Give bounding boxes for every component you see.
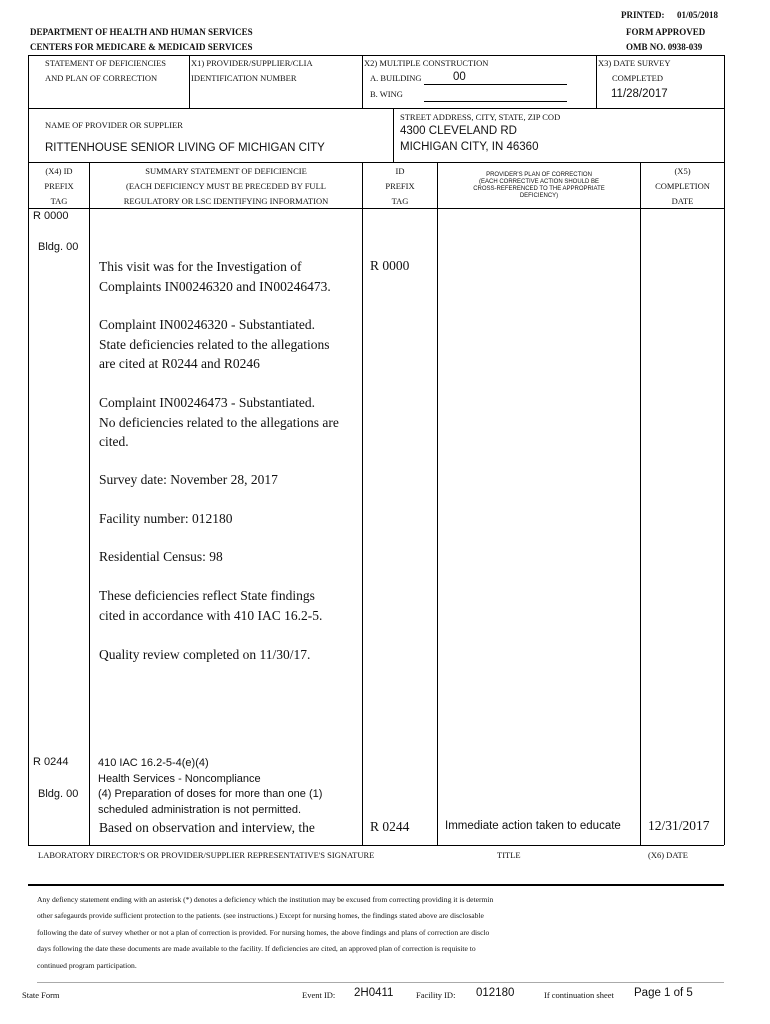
summary-label-2: (EACH DEFICIENCY MUST BE PRECEDED BY FULL [126,181,326,191]
x5-label: (X5) [674,166,691,176]
x2-label: X2) MULTIPLE CONSTRUCTION [364,58,489,68]
text-line: These deficiencies reflect State findings [99,588,315,603]
event-id-label: Event ID: [302,990,336,1000]
id-prefix-label: PREFIX [385,181,415,191]
disclaimer-line: following the date of survey whether or not a plan of correction is provided. For nursing homes, the above findings and plans of correction are disclo [37,927,490,937]
footer-divider [37,982,724,983]
text-line: scheduled administration is not permitted. [98,803,301,816]
statement-label-2: AND PLAN OF CORRECTION [45,73,158,83]
centers-title: CENTERS FOR MEDICARE & MEDICAID SERVICES [30,42,253,52]
text-line: Complaint IN00246320 - Substantiated. [99,317,315,332]
page-number: Page 1 of 5 [634,987,693,999]
text-line: Complaint IN00246473 - Substantiated. [99,395,315,410]
r0000-bldg: Bldg. 00 [38,241,79,253]
plan-label-1: PROVIDER'S PLAN OF CORRECTION [486,172,592,178]
statement-label-1: STATEMENT OF DEFICIENCIES [45,58,167,68]
facility-number-text: Facility number: 012180 [99,511,233,526]
director-signature-label: LABORATORY DIRECTOR'S OR PROVIDER/SUPPLIER REPRESENTATIVE'S SIGNATURE [38,850,375,860]
r0000-tag: R 0000 [33,210,69,222]
address-line-1: 4300 CLEVELAND RD [400,125,517,137]
r0244-bldg: Bldg. 00 [38,788,79,800]
completion-date-label: DATE [671,196,694,206]
r0244-regulation [98,756,322,818]
disclaimer-line: days following the date these documents are made available to the facility. If deficiencies are cited, an approved plan of correction is requisite to [37,944,476,954]
disclaimer-line: Any defiency statement ending with an asterisk (*) denotes a deficiency which the institution may be excused from correcting providing it is determin [37,895,494,904]
census-text: Residential Census: 98 [99,549,223,564]
building-value: 00 [453,71,466,83]
title-label: TITLE [497,850,521,860]
facility-id-value: 012180 [476,987,515,999]
r0244-plan-text: Immediate action taken to educate [445,820,621,832]
r0244-id-prefix: R 0244 [370,819,410,834]
disclaimer-line: other safegaurds provide sufficient protection to the patients. (see instructions.) Except for nursing homes, the findings stated above are disclosable [37,911,484,921]
text-line: This visit was for the Investigation of [99,259,302,274]
x4-prefix-label: PREFIX [44,181,74,191]
investigation-paragraph [99,257,331,296]
text-line: cited in accordance with 410 IAC 16.2-5. [99,607,323,623]
plan-label-3: CROSS-REFERENCED TO THE APPROPRIATE [473,186,605,192]
r0244-completion-date: 12/31/2017 [648,818,710,833]
provider-name-label: NAME OF PROVIDER OR SUPPLIER [45,120,183,130]
r0244-finding-text: Based on observation and interview, the [99,820,315,835]
plan-of-correction-header [438,172,640,200]
printed-label: PRINTED: [621,10,665,20]
x1-label-2: IDENTIFICATION NUMBER [191,73,297,83]
wing-underline [424,101,567,102]
text-line: State deficiencies related to the allegations [99,336,330,352]
complaint-1-paragraph [99,315,330,374]
provider-name: RITTENHOUSE SENIOR LIVING OF MICHIGAN CITY [45,142,325,154]
printed-date: 01/05/2018 [677,10,719,20]
completed-label: COMPLETED [612,73,663,83]
text-line: Health Services - Noncompliance [98,772,261,785]
state-form-label: State Form [22,990,60,1000]
plan-label-4: DEFICIENCY) [519,193,559,199]
id-label: ID [395,166,405,176]
summary-label-1: SUMMARY STATEMENT OF DEFICIENCIE [145,166,307,176]
completion-label: COMPLETION [655,181,710,191]
survey-completed-date: 11/28/2017 [611,88,668,100]
text-line: Complaints IN00246320 and IN00246473. [99,278,331,294]
building-underline [424,84,567,85]
text-line: are cited at R0244 and R0246 [99,356,260,371]
r0244-tag: R 0244 [33,756,69,768]
survey-date-text: Survey date: November 28, 2017 [99,472,278,487]
text-line: 410 IAC 16.2-5-4(e)(4) [98,757,209,769]
text-line: (4) Preparation of doses for more than one (1) [98,788,323,800]
address-line-2: MICHIGAN CITY, IN 46360 [400,141,539,153]
continuation-label: If continuation sheet [544,990,614,1000]
form-approved: FORM APPROVED [626,27,706,37]
r0000-id-prefix: R 0000 [370,258,410,273]
x1-label-1: X1) PROVIDER/SUPPLIER/CLIA [191,58,313,68]
department-title: DEPARTMENT OF HEALTH AND HUMAN SERVICES [30,27,253,37]
facility-id-label: Facility ID: [416,990,456,1000]
disclaimer-divider [28,884,724,886]
id-tag-label: TAG [391,196,409,206]
building-label: A. BUILDING [370,73,422,83]
disclaimer-block [37,892,727,974]
x4-id-label: (X4) ID [45,166,73,176]
x4-tag-label: TAG [50,196,68,206]
text-line: cited. [99,434,129,449]
event-id-value: 2H0411 [354,987,394,999]
wing-label: B. WING [370,89,403,99]
omb-number: OMB NO. 0938-039 [626,42,703,52]
complaint-2-paragraph [99,393,339,452]
state-findings-paragraph [99,586,322,625]
disclaimer-line: continued program participation. [37,960,137,970]
summary-label-3: REGULATORY OR LSC IDENTIFYING INFORMATION [123,196,329,206]
x3-label: X3) DATE SURVEY [598,58,671,68]
x6-date-label: (X6) DATE [648,850,688,860]
quality-review-text: Quality review completed on 11/30/17. [99,647,311,662]
text-line: No deficiencies related to the allegations are [99,414,339,430]
plan-label-2: (EACH CORRECTIVE ACTION SHOULD BE [478,179,600,185]
address-label: STREET ADDRESS, CITY, STATE, ZIP COD [400,112,561,122]
